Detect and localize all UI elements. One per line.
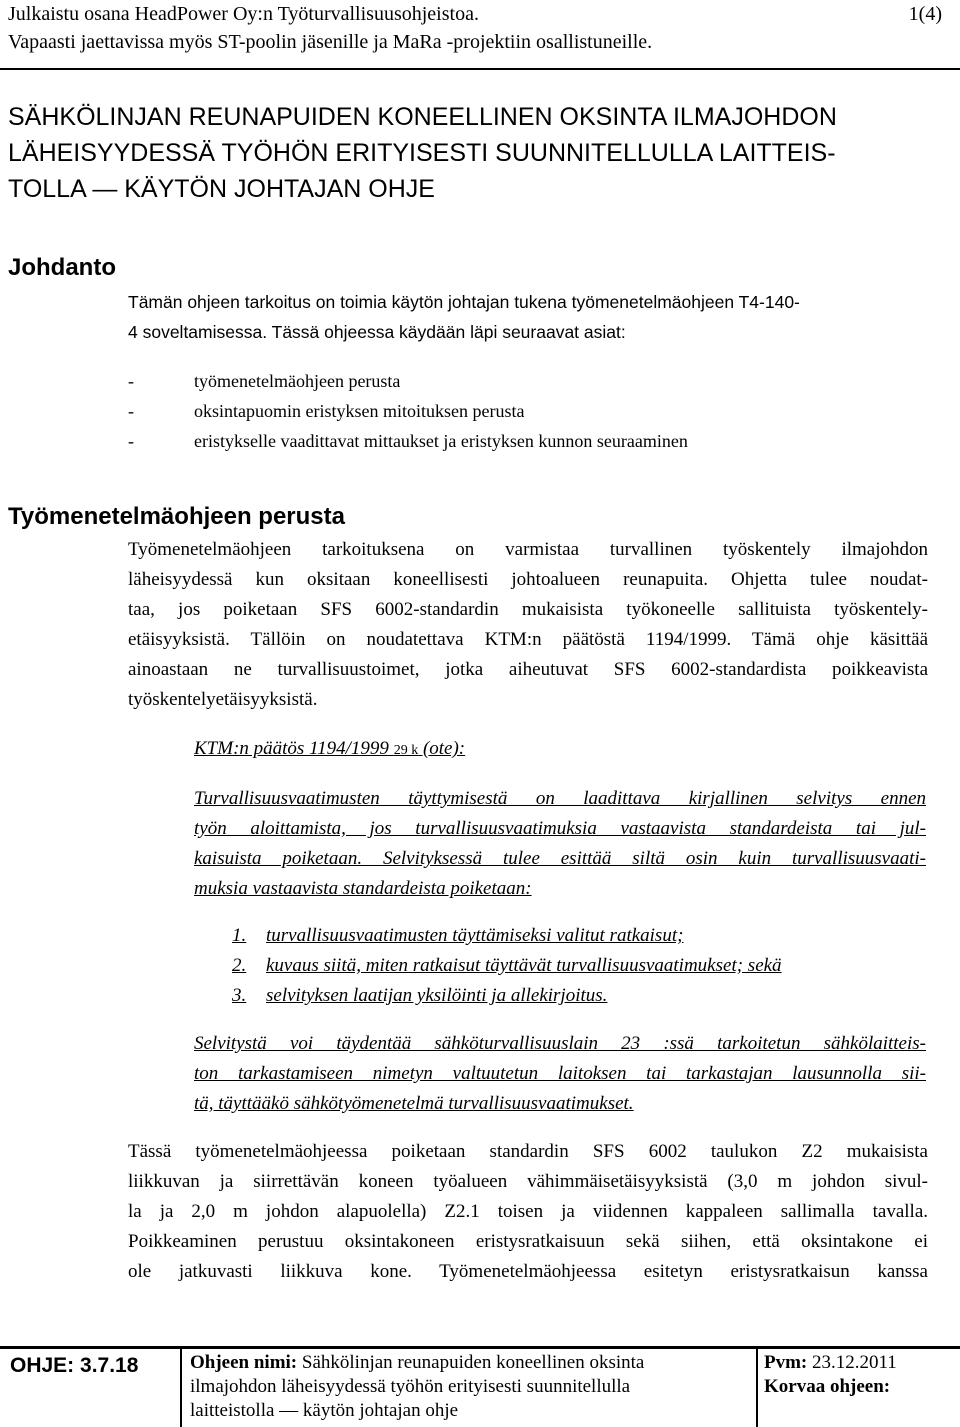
- intro-heading: Johdanto: [8, 254, 116, 281]
- quote-reference-text: KTM:n päätös 1194/1999: [194, 738, 394, 759]
- intro-paragraph: [128, 287, 928, 347]
- quote-line: muksia vastaavista standardeista poiketaan:: [194, 878, 532, 899]
- footer-column-divider: [756, 1349, 758, 1427]
- paragraph-line: taa, jos poiketaan SFS 6002-standardin mukaisista työkoneelle sallituista työskentely-: [128, 599, 928, 620]
- section-heading-basis: Työmenetelmäohjeen perusta: [8, 503, 345, 530]
- footer-pvm-value: 23.12.2011: [807, 1352, 897, 1373]
- quote-reference-suffix: (ote):: [418, 738, 466, 759]
- paragraph-line: ole jatkuvasti liikkuva kone. Työmenetelmäohjeessa esitetyn eristysratkaisun kanssa: [128, 1261, 928, 1282]
- paragraph-line: etäisyyksistä. Tällöin on noudatettava KTM:n päätöstä 1194/1999. Tämä ohje käsittää: [128, 629, 928, 650]
- quote-paragraph-1: [194, 784, 926, 904]
- quote-paragraph-2: [194, 1029, 926, 1119]
- list-item-number: 2.: [232, 955, 247, 976]
- page-number: 1(4): [908, 3, 942, 25]
- list-item-text: oksintapuomin eristyksen mitoituksen perusta: [194, 401, 525, 421]
- paragraph-line: läheisyydessä kun oksitaan koneellisesti johtoalueen reunapuita. Ohjetta tulee noudat-: [128, 569, 928, 590]
- intro-line: 4 soveltamisessa. Tässä ohjeessa käydään läpi seuraavat asiat:: [128, 322, 626, 342]
- paragraph-line: ainoastaan ne turvallisuustoimet, jotka aiheutuvat SFS 6002-standardista poikkeavista: [128, 659, 928, 680]
- quote-line: Selvitystä voi täydentää sähköturvallisuuslain 23 :ssä tarkoitetun sähkölaitteis-: [194, 1033, 926, 1054]
- list-item-text: turvallisuusvaatimusten täyttämiseksi valitut ratkaisut;: [266, 925, 684, 946]
- title-line: SÄHKÖLINJAN REUNAPUIDEN KONEELLINEN OKSINTA ILMAJOHDON: [8, 103, 837, 131]
- quote-reference: [194, 734, 465, 766]
- list-item-text: eristykselle vaadittavat mittaukset ja eristyksen kunnon seuraaminen: [194, 431, 688, 451]
- quote-line: ton tarkastamiseen nimetyn valtuutetun laitoksen tai tarkastajan lausunnolla sii-: [194, 1063, 926, 1084]
- quote-line: tä, täyttääkö sähkötyömenetelmä turvallisuusvaatimukset.: [194, 1093, 634, 1114]
- quote-numbered-list: [232, 921, 782, 1011]
- quote-reference-section: 29 k: [393, 743, 419, 758]
- page-footer: [0, 1346, 960, 1427]
- list-item: [128, 366, 688, 396]
- deviation-paragraph: [128, 1137, 928, 1287]
- list-item: [128, 426, 688, 456]
- list-item-number: 3.: [232, 985, 247, 1006]
- list-item-text: kuvaus siitä, miten ratkaisut täyttävät turvallisuusvaatimukset; sekä: [266, 955, 782, 976]
- footer-pvm-label: Pvm:: [764, 1352, 808, 1373]
- quote-line: työn aloittamista, jos turvallisuusvaatimuksia vastaavista standardeista tai jul-: [194, 818, 926, 839]
- title-line: TOLLA — KÄYTÖN JOHTAJAN OHJE: [8, 175, 435, 203]
- bullet-marker: -: [128, 371, 134, 391]
- list-item: [232, 951, 782, 981]
- footer-guide-name: [190, 1351, 750, 1423]
- footer-name-line: Sähkölinjan reunapuiden koneellinen oksinta: [297, 1352, 645, 1373]
- quote-line: kaisuista poiketaan. Selvityksessä tulee esittää siltä osin kuin turvallisuusvaati-: [194, 848, 926, 869]
- paragraph-line: työskentelyetäisyyksistä.: [128, 689, 318, 710]
- footer-divider: [0, 1346, 960, 1349]
- list-item-number: 1.: [232, 925, 247, 946]
- paragraph-line: Tässä työmenetelmäohjeessa poiketaan standardin SFS 6002 taulukon Z2 mukaisista: [128, 1141, 928, 1162]
- footer-name-line: laitteistolla — käytön johtajan ohje: [190, 1400, 459, 1421]
- list-item-text: työmenetelmäohjeen perusta: [194, 371, 401, 391]
- footer-name-label: Ohjeen nimi:: [190, 1352, 298, 1373]
- footer-column-divider: [180, 1349, 182, 1427]
- footer-korvaa-label: Korvaa ohjeen:: [764, 1376, 891, 1397]
- paragraph-line: liikkuvan ja siirrettävän koneen työalueen vähimmäisetäisyyksistä (3,0 m johdon sivul-: [128, 1171, 928, 1192]
- footer-name-line: ilmajohdon läheisyydessä työhön erityisesti suunnitellulla: [190, 1376, 631, 1397]
- list-item: [128, 396, 688, 426]
- paragraph-line: Poikkeaminen perustuu oksintakoneen eristysratkaisuun sekä siihen, että oksintakone ei: [128, 1231, 928, 1252]
- list-item: [232, 921, 782, 951]
- document-title: [8, 99, 952, 207]
- bullet-marker: -: [128, 401, 134, 421]
- intro-line: Tämän ohjeen tarkoitus on toimia käytön johtajan tukena työmenetelmäohjeen T4-140-: [128, 292, 800, 312]
- basis-paragraph: [128, 535, 928, 715]
- footer-dates: [764, 1351, 897, 1399]
- bullet-marker: -: [128, 431, 134, 451]
- list-item: [232, 981, 782, 1011]
- header-publisher-line: Julkaistu osana HeadPower Oy:n Työturvallisuusohjeistoa.: [8, 3, 479, 25]
- intro-bullet-list: [128, 366, 688, 456]
- title-line: LÄHEISYYDESSÄ TYÖHÖN ERITYISESTI SUUNNITELLULLA LAITTEIS-: [8, 139, 836, 167]
- paragraph-line: Työmenetelmäohjeen tarkoituksena on varmistaa turvallinen työskentely ilmajohdon: [128, 539, 928, 560]
- header-distribution-line: Vapaasti jaettavissa myös ST-poolin jäsenille ja MaRa -projektiin osallistuneille.: [8, 31, 653, 53]
- quote-line: Turvallisuusvaatimusten täyttymisestä on laadittava kirjallinen selvitys ennen: [194, 788, 926, 809]
- paragraph-line: la ja 2,0 m johdon alapuolella) Z2.1 toisen ja viidennen kappaleen sallimalla tavalla.: [128, 1201, 928, 1222]
- header-divider: [0, 68, 960, 70]
- footer-ohje-code: OHJE: 3.7.18: [10, 1354, 139, 1377]
- list-item-text: selvityksen laatijan yksilöinti ja allekirjoitus.: [266, 985, 608, 1006]
